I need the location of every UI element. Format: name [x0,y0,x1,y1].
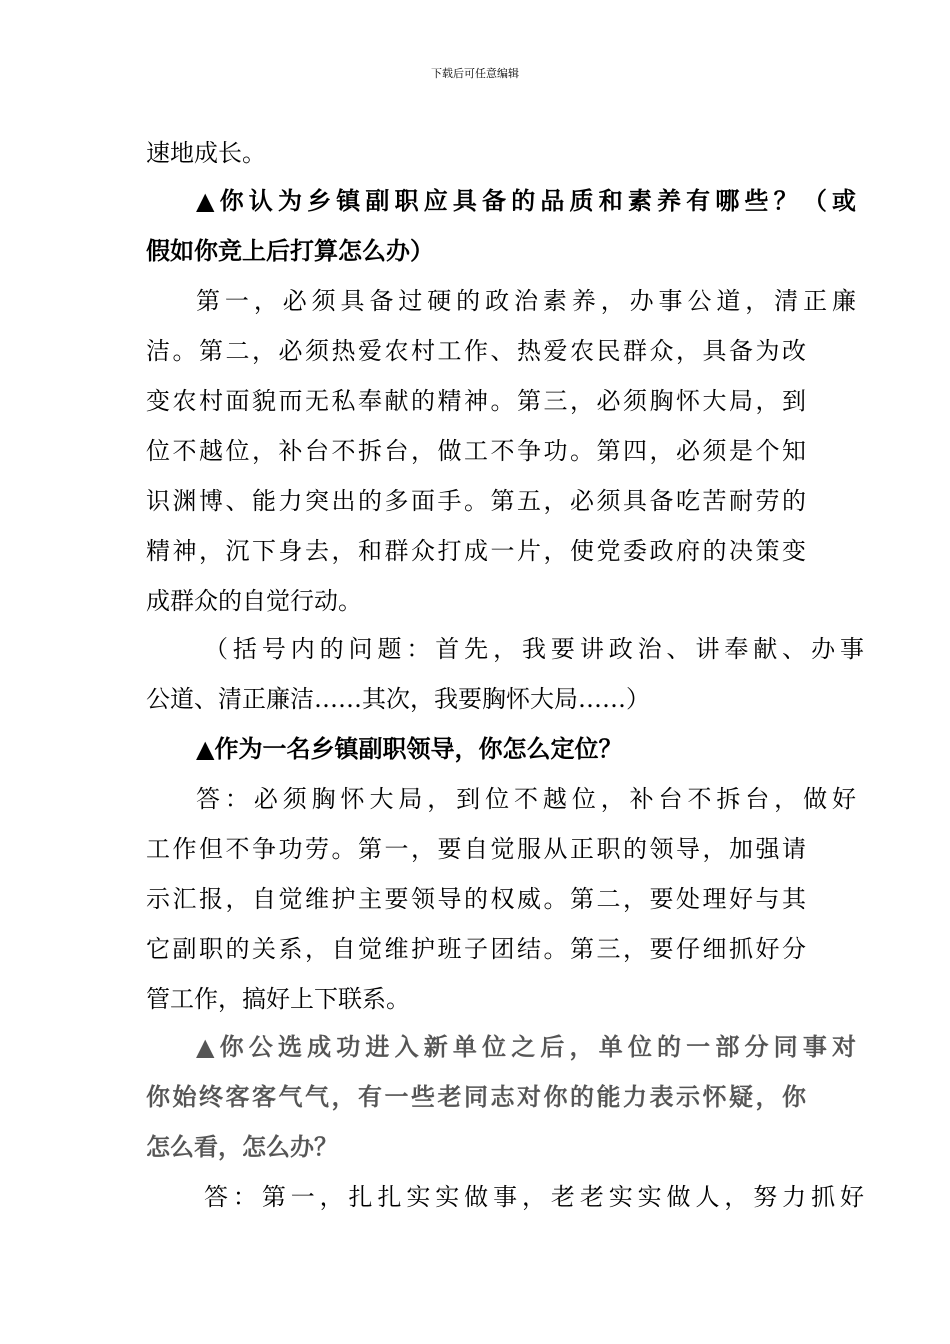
answer-1-line-3: 变农村面貌而无私奉献的精神。第三，必须胸怀大局，到 [146,387,806,415]
answer-1-line-2: 洁。第二，必须热爱农村工作、热爱农民群众，具备为改 [146,337,806,365]
question-heading-3-line-2: 你始终客客气气，有一些老同志对你的能力表示怀疑，你 [146,1083,806,1111]
answer-2-line-5: 管工作，搞好上下联系。 [146,985,410,1013]
bracket-note-line-1: （括号内的问题：首先，我要讲政治、讲奉献、办事 [204,635,864,663]
bracket-note-line-2: 公道、清正廉洁……其次，我要胸怀大局……） [146,685,650,713]
answer-1-line-4: 位不越位，补台不拆台，做工不争功。第四，必须是个知 [146,437,806,465]
question-heading-3-line-1: ▲你公选成功进入新单位之后，单位的一部分同事对 [196,1033,856,1061]
answer-1-line-6: 精神，沉下身去，和群众打成一片，使党委政府的决策变 [146,537,806,565]
answer-2-line-1: 答：必须胸怀大局，到位不越位，补台不拆台，做好 [196,785,856,813]
answer-1-line-7: 成群众的自觉行动。 [146,587,362,615]
answer-2-line-3: 示汇报，自觉维护主要领导的权威。第二，要处理好与其 [146,885,806,913]
question-heading-3-line-3: 怎么看，怎么办？ [146,1133,338,1161]
question-heading-1-line-1: ▲你认为乡镇副职应具备的品质和素养有哪些？（或 [196,187,856,215]
answer-2-line-2: 工作但不争功劳。第一，要自觉服从正职的领导，加强请 [146,835,806,863]
question-heading-1-line-2: 假如你竞上后打算怎么办） [146,237,434,265]
body-line-continuation: 速地成长。 [146,139,266,167]
answer-1-line-1: 第一，必须具备过硬的政治素养，办事公道，清正廉 [196,287,856,315]
page-header: 下载后可任意编辑 [431,67,519,80]
question-heading-2: ▲作为一名乡镇副职领导，你怎么定位？ [196,735,623,763]
answer-2-line-4: 它副职的关系，自觉维护班子团结。第三，要仔细抓好分 [146,935,806,963]
answer-3-line-1: 答：第一，扎扎实实做事，老老实实做人，努力抓好 [204,1183,864,1211]
answer-1-line-5: 识渊博、能力突出的多面手。第五，必须具备吃苦耐劳的 [146,487,806,515]
